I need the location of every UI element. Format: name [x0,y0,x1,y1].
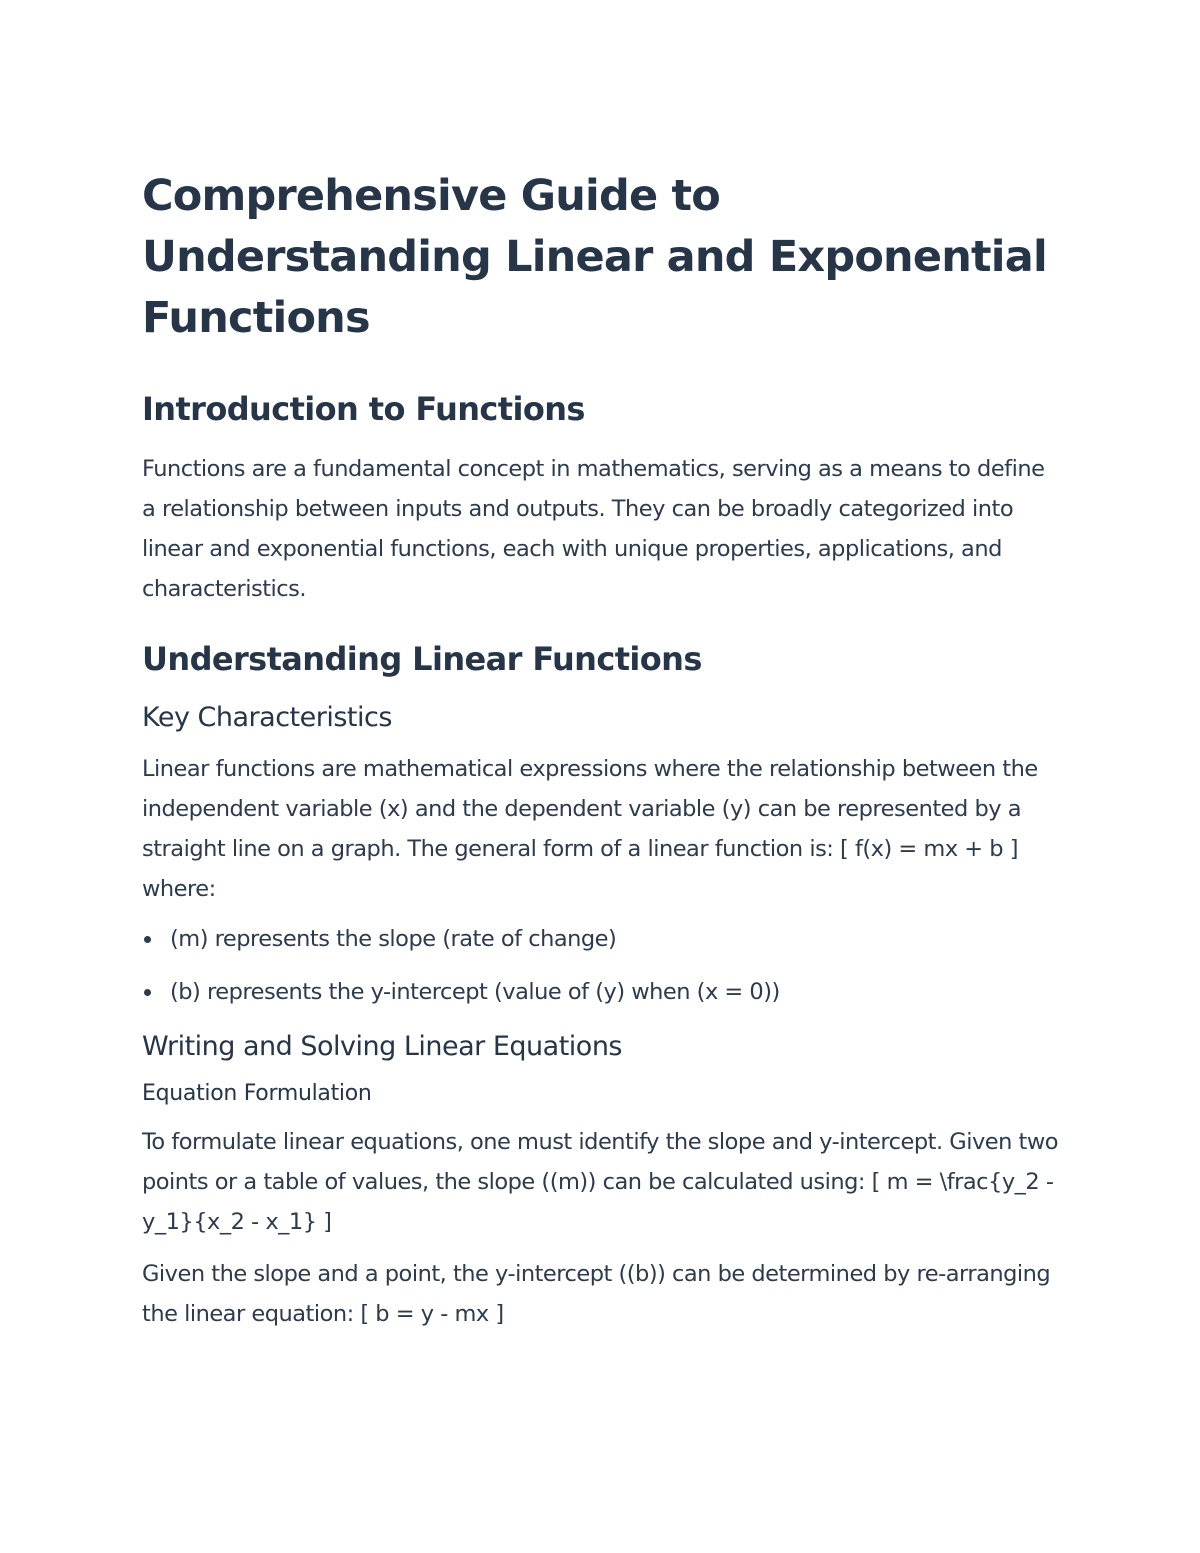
bullet-icon [144,989,151,996]
formulation-paragraph-1: To formulate linear equations, one must identify the slope and y-intercept. Given two points or a table of values, the slope ((m)) can be calculated using: [ m = \frac{y_2 - y_1}{x_2 - x_1} ] [142,1129,1059,1235]
characteristics-list [142,919,1062,1012]
bullet-icon [144,936,151,943]
writing-solving-heading: Writing and Solving Linear Equations [142,1031,622,1062]
formulation-paragraph-2: Given the slope and a point, the y-intercept ((b)) can be determined by re-arranging the linear equation: [ b = y - mx ] [142,1261,1051,1327]
intro-paragraph: Functions are a fundamental concept in mathematics, serving as a means to define a relationship between inputs and outputs. They can be broadly categorized into linear and exponential functions, each with unique properties, applications, and characteristics. [142,456,1045,602]
document-title: Comprehensive Guide to Understanding Linear and Exponential Functions [142,171,1047,343]
linear-functions-heading: Understanding Linear Functions [142,640,702,678]
document-page [142,166,1062,1348]
intro-heading: Introduction to Functions [142,390,585,428]
list-item-text: (m) represents the slope (rate of change) [170,926,617,952]
key-characteristics-paragraph: Linear functions are mathematical expressions where the relationship between the independent variable (x) and the dependent variable (y) can be represented by a straight line on a graph. The general form of a linear function is: [ f(x) = mx + b ] where: [142,756,1038,902]
list-item [142,919,1062,959]
key-characteristics-heading: Key Characteristics [142,702,392,733]
equation-formulation-heading: Equation Formulation [142,1081,372,1106]
list-item [142,972,1062,1012]
list-item-text: (b) represents the y-intercept (value of (y) when (x = 0)) [170,979,780,1005]
